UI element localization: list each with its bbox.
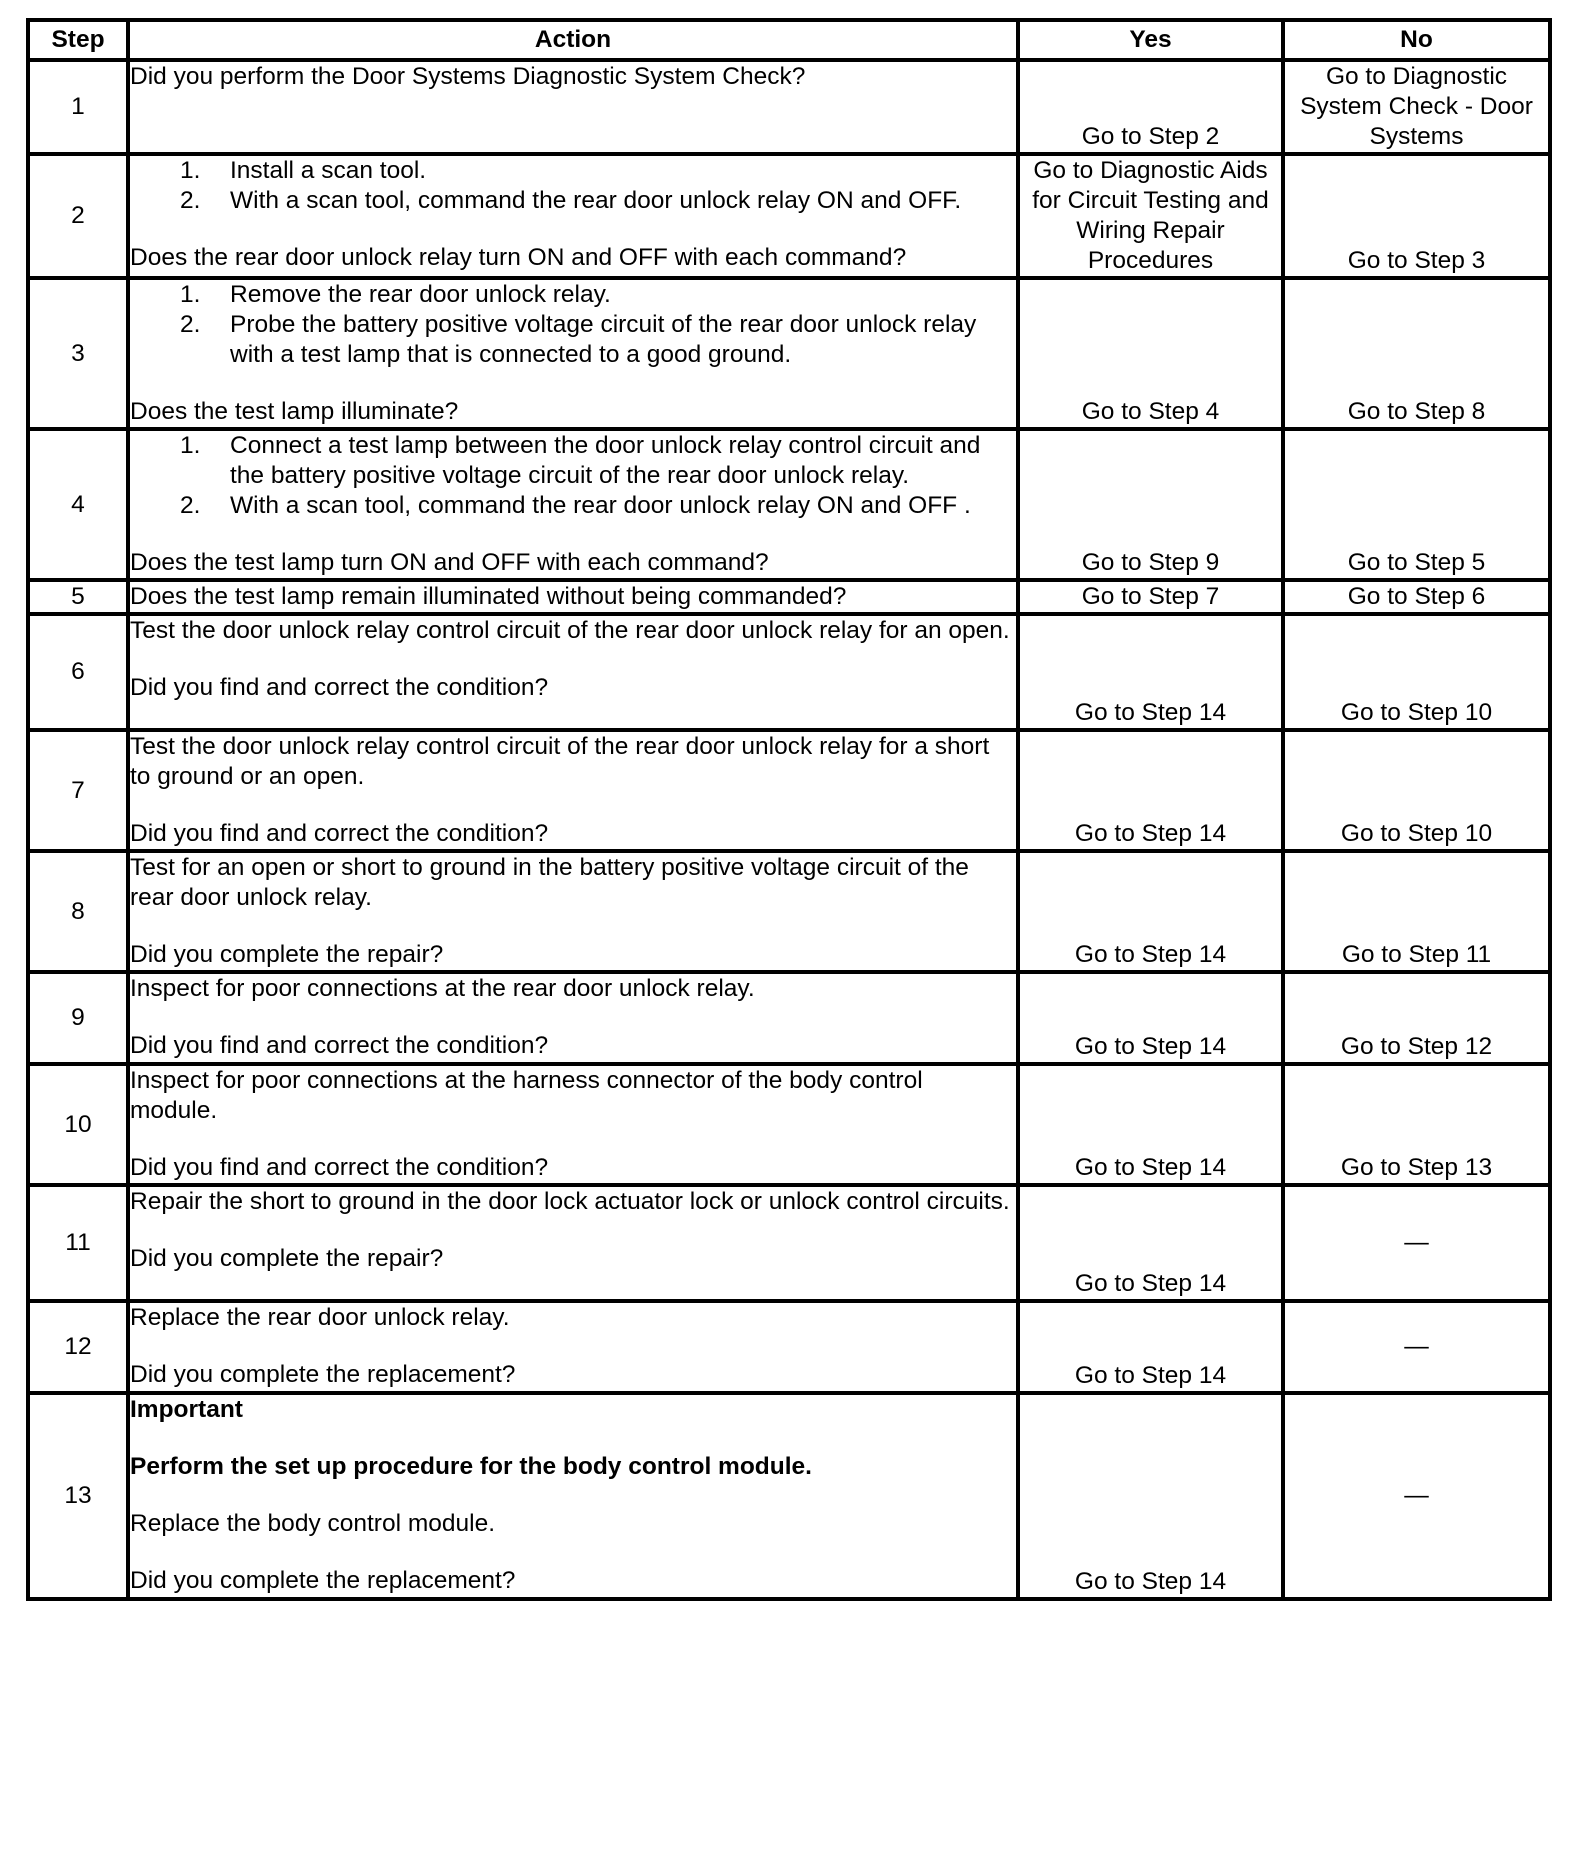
no-cell: Go to Step 12 [1283, 972, 1550, 1064]
header-no: No [1283, 20, 1550, 60]
yes-cell: Go to Step 14 [1018, 1064, 1283, 1185]
yes-cell: Go to Step 14 [1018, 972, 1283, 1064]
action-text: Inspect for poor connections at the rear door unlock relay. [130, 975, 755, 1002]
step-number: 7 [28, 730, 128, 851]
table-row [28, 851, 1550, 972]
list-item [180, 156, 1016, 186]
important-heading: Important [130, 1396, 243, 1423]
no-cell: Go to Step 3 [1283, 154, 1550, 278]
table-row [28, 972, 1550, 1064]
action-cell [128, 580, 1018, 614]
list-number: 2. [180, 492, 201, 519]
diagnostic-page [26, 18, 1552, 1601]
action-text: Replace the body control module. [130, 1510, 495, 1537]
action-text: Replace the rear door unlock relay. [130, 1304, 510, 1331]
table-row [28, 429, 1550, 580]
no-cell: — [1283, 1301, 1550, 1393]
action-cell [128, 730, 1018, 851]
no-cell: — [1283, 1393, 1550, 1599]
no-cell: Go to Step 5 [1283, 429, 1550, 580]
table-row [28, 730, 1550, 851]
yes-cell: Go to Step 14 [1018, 614, 1283, 730]
list-text: Connect a test lamp between the door unlock relay control circuit and the battery positive voltage circuit of the rear door unlock relay. [230, 432, 981, 489]
no-cell: Go to Step 6 [1283, 580, 1550, 614]
action-cell [128, 1185, 1018, 1301]
table-row [28, 60, 1550, 154]
question-text: Did you complete the repair? [130, 1245, 444, 1272]
no-cell: Go to Step 10 [1283, 614, 1550, 730]
yes-cell: Go to Step 14 [1018, 730, 1283, 851]
instruction-list [130, 431, 1016, 521]
step-number: 6 [28, 614, 128, 730]
no-cell: — [1283, 1185, 1550, 1301]
question-text: Did you find and correct the condition? [130, 674, 549, 701]
no-cell: Go to Step 8 [1283, 278, 1550, 429]
step-number: 2 [28, 154, 128, 278]
action-cell [128, 972, 1018, 1064]
yes-cell: Go to Step 14 [1018, 1393, 1283, 1599]
list-item [180, 186, 1016, 216]
list-item [180, 491, 1016, 521]
question-text: Did you complete the repair? [130, 941, 444, 968]
table-row [28, 1185, 1550, 1301]
yes-cell: Go to Step 7 [1018, 580, 1283, 614]
action-cell [128, 1301, 1018, 1393]
action-cell [128, 154, 1018, 278]
action-cell [128, 1393, 1018, 1599]
table-row [28, 1301, 1550, 1393]
action-text: Did you perform the Door Systems Diagnostic System Check? [130, 63, 806, 90]
step-number: 3 [28, 278, 128, 429]
step-number: 1 [28, 60, 128, 154]
header-yes: Yes [1018, 20, 1283, 60]
yes-cell: Go to Diagnostic Aids for Circuit Testing and Wiring Repair Procedures [1018, 154, 1283, 278]
header-row [28, 20, 1550, 60]
action-cell [128, 278, 1018, 429]
question-text: Does the test lamp turn ON and OFF with each command? [130, 549, 769, 576]
action-text: Repair the short to ground in the door lock actuator lock or unlock control circuits. [130, 1188, 1010, 1215]
table-row [28, 1393, 1550, 1599]
step-number: 10 [28, 1064, 128, 1185]
action-cell [128, 851, 1018, 972]
question-text: Did you complete the replacement? [130, 1567, 516, 1594]
step-number: 11 [28, 1185, 128, 1301]
yes-cell: Go to Step 4 [1018, 278, 1283, 429]
list-number: 1. [180, 281, 201, 308]
no-cell: Go to Step 13 [1283, 1064, 1550, 1185]
list-text: Install a scan tool. [230, 157, 427, 184]
table-row [28, 154, 1550, 278]
question-text: Did you find and correct the condition? [130, 1032, 549, 1059]
step-number: 5 [28, 580, 128, 614]
instruction-list [130, 156, 1016, 216]
step-number: 13 [28, 1393, 128, 1599]
no-cell: Go to Step 11 [1283, 851, 1550, 972]
list-text: Remove the rear door unlock relay. [230, 281, 611, 308]
yes-cell: Go to Step 2 [1018, 60, 1283, 154]
header-step: Step [28, 20, 128, 60]
step-number: 9 [28, 972, 128, 1064]
list-number: 1. [180, 432, 201, 459]
list-number: 1. [180, 157, 201, 184]
action-cell [128, 60, 1018, 154]
list-item [180, 310, 1016, 370]
header-action: Action [128, 20, 1018, 60]
list-text: With a scan tool, command the rear door unlock relay ON and OFF . [230, 492, 971, 519]
no-cell: Go to Step 10 [1283, 730, 1550, 851]
table-row [28, 1064, 1550, 1185]
step-number: 8 [28, 851, 128, 972]
action-cell [128, 429, 1018, 580]
list-number: 2. [180, 311, 201, 338]
yes-cell: Go to Step 9 [1018, 429, 1283, 580]
step-number: 4 [28, 429, 128, 580]
action-text: Test the door unlock relay control circuit of the rear door unlock relay for a short to ground or an open. [130, 733, 990, 790]
yes-cell: Go to Step 14 [1018, 1185, 1283, 1301]
diagnostic-table [26, 18, 1552, 1601]
no-cell: Go to Diagnostic System Check - Door Systems [1283, 60, 1550, 154]
action-cell [128, 614, 1018, 730]
question-text: Did you find and correct the condition? [130, 820, 549, 847]
action-text: Test for an open or short to ground in the battery positive voltage circuit of the rear door unlock relay. [130, 854, 969, 911]
table-row [28, 580, 1550, 614]
list-item [180, 431, 1016, 491]
action-cell [128, 1064, 1018, 1185]
important-text: Perform the set up procedure for the body control module. [130, 1453, 812, 1480]
table-row [28, 278, 1550, 429]
action-text: Does the test lamp remain illuminated without being commanded? [130, 583, 847, 610]
step-number: 12 [28, 1301, 128, 1393]
instruction-list [130, 280, 1016, 370]
list-item [180, 280, 1016, 310]
question-text: Did you complete the replacement? [130, 1361, 516, 1388]
action-text: Inspect for poor connections at the harness connector of the body control module. [130, 1067, 923, 1124]
list-number: 2. [180, 187, 201, 214]
list-text: With a scan tool, command the rear door unlock relay ON and OFF. [230, 187, 962, 214]
action-text: Test the door unlock relay control circuit of the rear door unlock relay for an open. [130, 617, 1010, 644]
question-text: Did you find and correct the condition? [130, 1154, 549, 1181]
list-text: Probe the battery positive voltage circuit of the rear door unlock relay with a test lamp that is connected to a good ground. [230, 311, 977, 368]
yes-cell: Go to Step 14 [1018, 851, 1283, 972]
question-text: Does the test lamp illuminate? [130, 398, 459, 425]
yes-cell: Go to Step 14 [1018, 1301, 1283, 1393]
table-row [28, 614, 1550, 730]
question-text: Does the rear door unlock relay turn ON and OFF with each command? [130, 244, 907, 271]
